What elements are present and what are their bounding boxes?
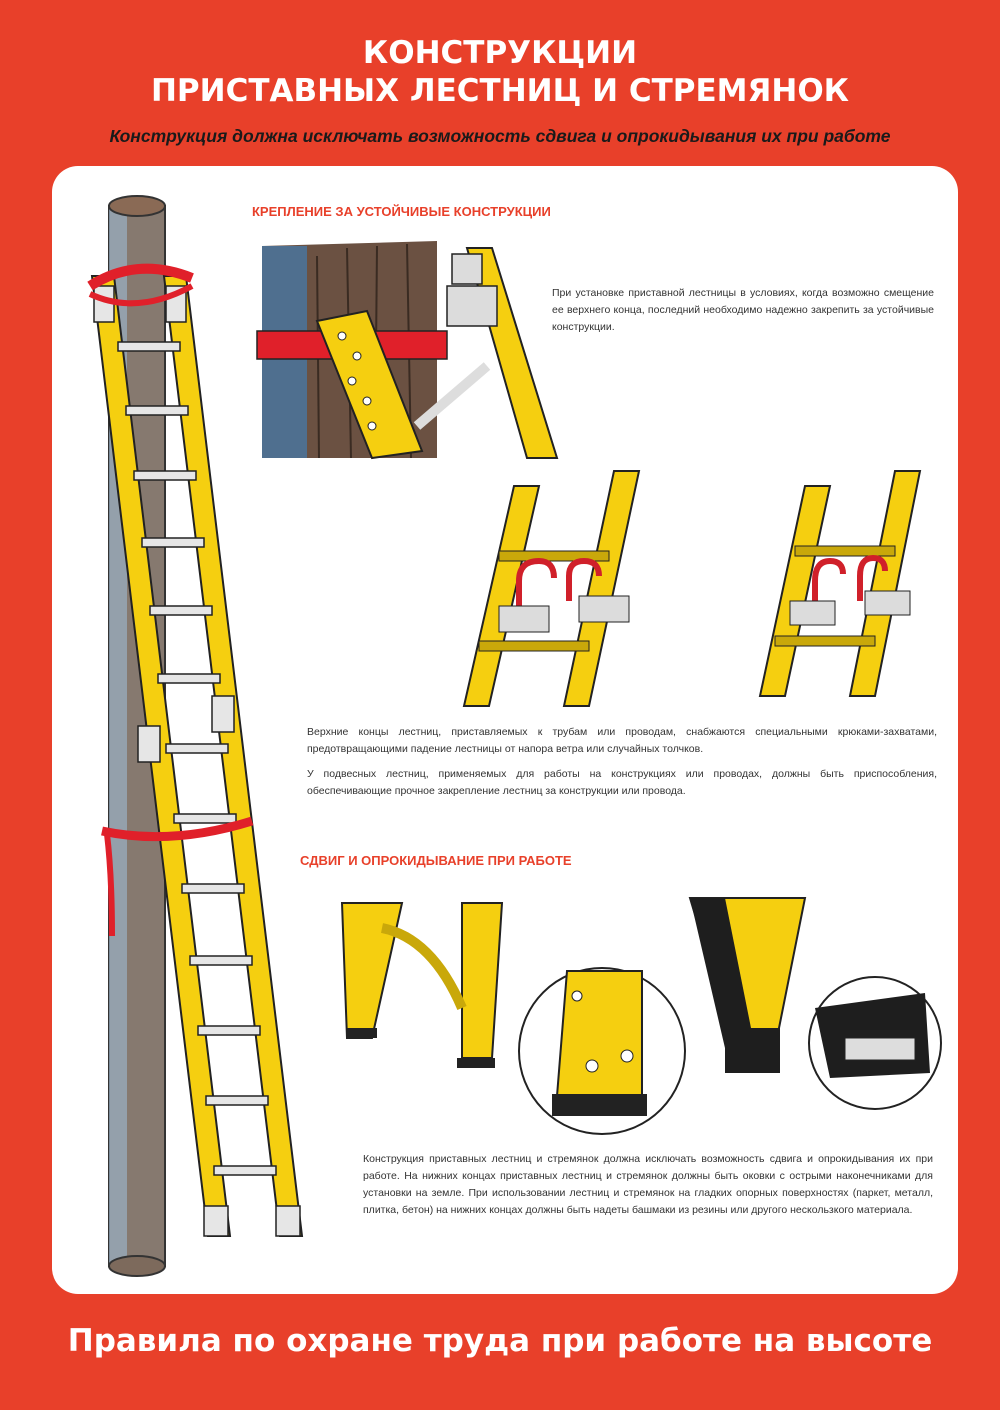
- poster-title: [0, 34, 1000, 110]
- poster-title-line1: КОНСТРУКЦИИ: [362, 35, 638, 71]
- sliding-text: Конструкция приставных лестниц и стремянок должна исключать возможность сдвига и опрокидывания их при работе. На нижних концах приставных лестниц и стремянок должны быть оковки с острыми наконечниками для установки на земле. При использовании лестниц и стремянок на гладких опорных поверхностях (паркет, металл, плитка, бетон) на нижних концах должны быть надеты башмаки из резины или другого нескользкого материала.: [363, 1153, 933, 1216]
- hooks-text-para1: Верхние концы лестниц, приставляемых к трубам или проводам, снабжаются специальными крюками-захватами, предотвращающими падение лестницы от напора ветра или случайных толчков.: [307, 726, 937, 755]
- section-heading-anchoring: КРЕПЛЕНИЕ ЗА УСТОЙЧИВЫЕ КОНСТРУКЦИИ: [252, 204, 551, 219]
- rubber-shoe-closeup-image: [517, 966, 687, 1136]
- poster-footer: Правила по охране труда при работе на высоте: [67, 1323, 933, 1359]
- hooks-text-para2: У подвесных лестниц, применяемых для работы на конструкциях или проводах, должны быть приспособления, обеспечивающие прочное закрепление лестниц за конструкции или провода.: [307, 768, 937, 797]
- poster-title-line2: ПРИСТАВНЫХ ЛЕСТНИЦ И СТРЕМЯНОК: [150, 73, 850, 109]
- spiked-foot-image: [685, 898, 945, 1113]
- ladder-hooks-image-left: [459, 466, 659, 706]
- stepladder-feet-image: [342, 898, 507, 1078]
- anchoring-text: При установке приставной лестницы в условиях, когда возможно смещение ее верхнего конца, последний необходимо надежно закрепить за устойчивые конструкции.: [552, 287, 934, 333]
- ladder-strapped-to-post-image: [257, 236, 557, 458]
- section-heading-sliding: СДВИГ И ОПРОКИДЫВАНИЕ ПРИ РАБОТЕ: [300, 853, 572, 868]
- content-panel: [52, 166, 958, 1294]
- ladder-hooks-image-right: [755, 466, 955, 706]
- poster-subtitle: Конструкция должна исключать возможность сдвига и опрокидывания их при работе: [109, 126, 891, 146]
